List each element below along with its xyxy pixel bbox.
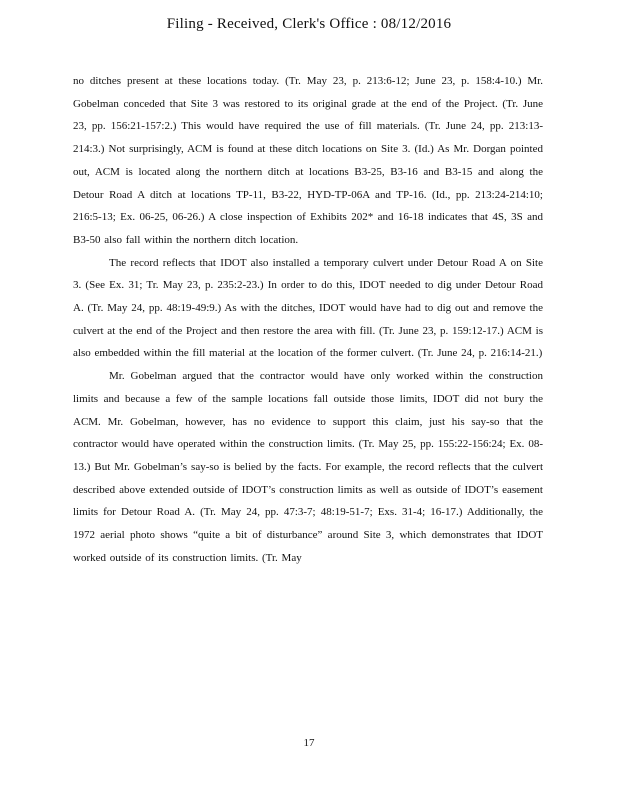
paragraph-1: no ditches present at these locations today. (Tr. May 23, p. 213:6-12; June 23, p. 158:4-10.) Mr. Gobelman conceded that Site 3 was restored to its original grade at the end of the Project. (Tr. June 23, pp. 156:21-157:2.) This would have required the use of fill materials. (Tr. June 24, pp. 213:13-214:3.) Not surprisingly, ACM is found at these ditch locations on Site 3. (Id.) As Mr. Dorgan pointed out, ACM is located along the northern ditch at locations B3-25, B3-16 and B3-15 and along the Detour Road A ditch at locations TP-11, B3-22, HYD-TP-06A and TP-16. (Id., pp. 213:24-214:10; 216:5-13; Ex. 06-25, 06-26.) A close inspection of Exhibits 202* and 16-18 indicates that 4S, 3S and B3-50 also fall within the northern ditch location. bbox=[73, 75, 543, 246]
filing-header: Filing - Received, Clerk's Office : 08/12/2016 bbox=[166, 16, 452, 32]
body-text bbox=[73, 70, 543, 569]
paragraph-3: Mr. Gobelman argued that the contractor would have only worked within the construction limits and because a few of the sample locations fall outside those limits, IDOT did not bury the ACM. Mr. Gobelman, however, has no evidence to support this claim, just his say-so that the contractor would have operated within the construction limits. (Tr. May 25, pp. 155:22-156:24; Ex. 08-13.) But Mr. Gobelman’s say-so is belied by the facts. For example, the record reflects that the culvert described above extended outside of IDOT’s construction limits as well as outside of IDOT’s easement limits for Detour Road A. (Tr. May 24, pp. 47:3-7; 48:19-51-7; Exs. 31-4; 16-17.) Additionally, the 1972 aerial photo shows “quite a bit of disturbance” around Site 3, which demonstrates that IDOT worked outside of its construction limits. (Tr. May bbox=[73, 370, 543, 564]
page-number: 17 bbox=[303, 737, 315, 749]
paragraph-2: The record reflects that IDOT also installed a temporary culvert under Detour Road A on Site 3. (See Ex. 31; Tr. May 23, p. 235:2-23.) In order to do this, IDOT needed to dig under Detour Road A. (Tr. May 24, pp. 48:19-49:9.) As with the ditches, IDOT would have had to dig out and remove the culvert at the end of the Project and then restore the area with fill. (Tr. June 23, p. 159:12-17.) ACM is also embedded within the fill material at the location of the former culvert. (Tr. June 24, p. 216:14-21.) bbox=[73, 256, 543, 360]
